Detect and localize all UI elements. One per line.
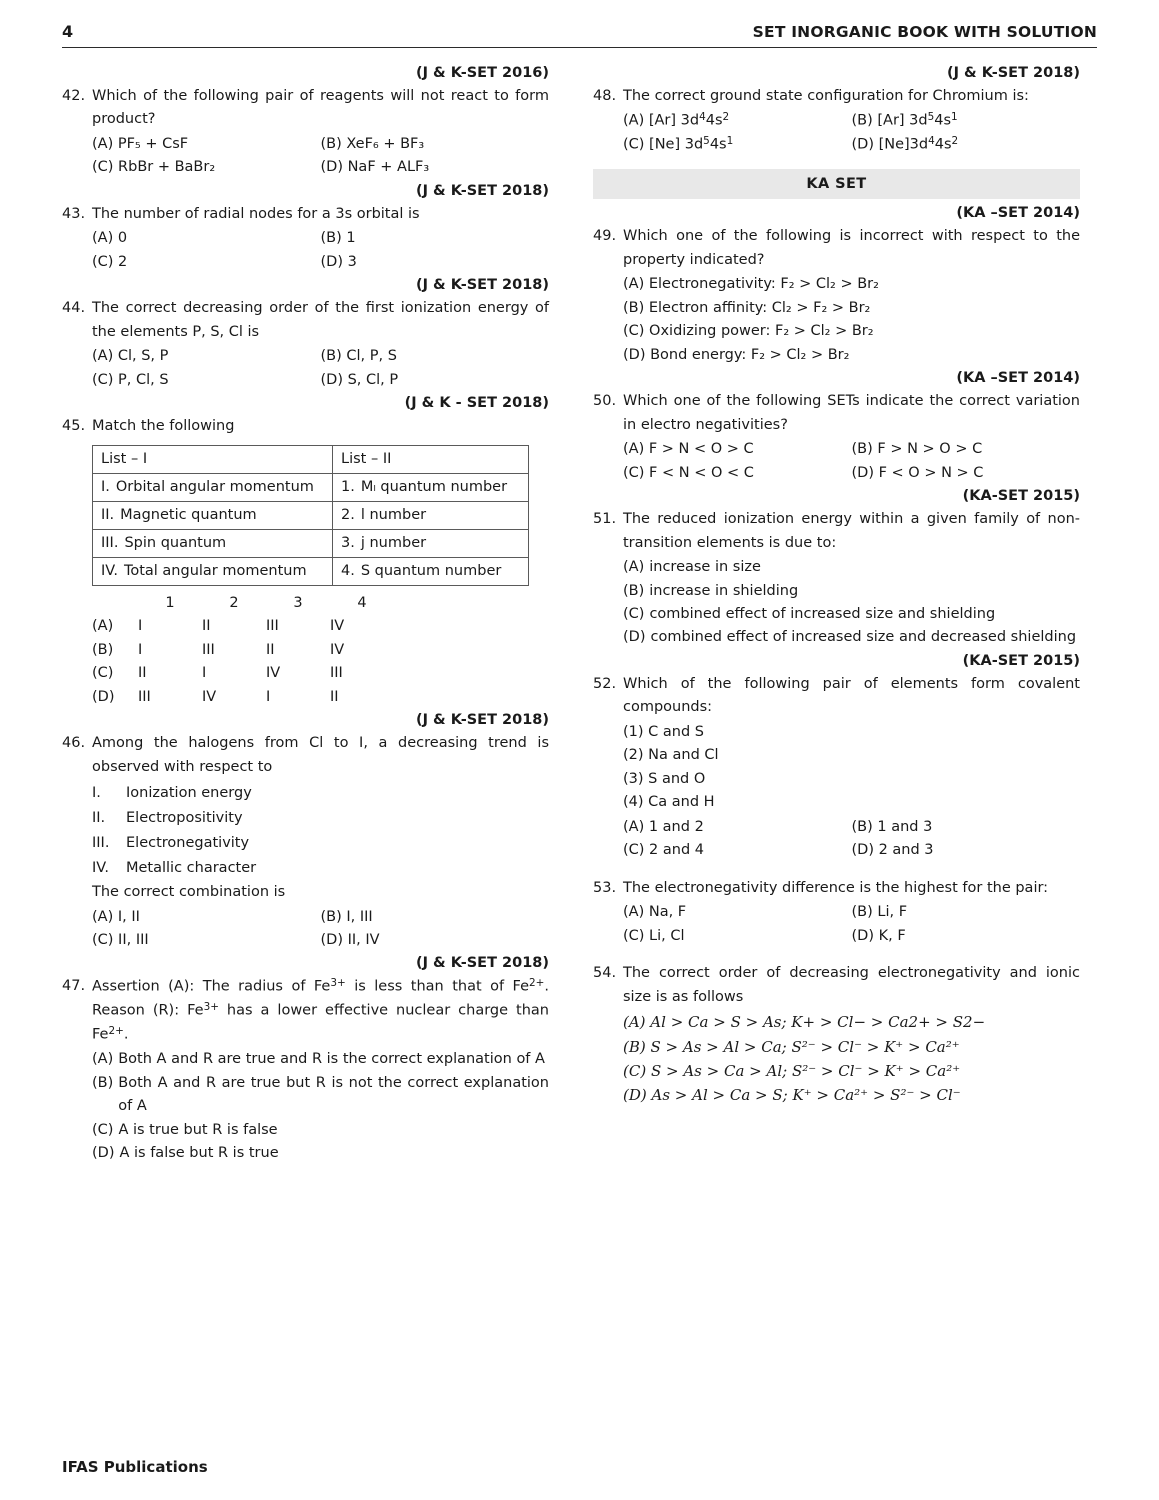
option-text: A is false but R is true — [119, 1145, 279, 1161]
item-2: (2) Na and Cl — [623, 747, 719, 764]
option-d[interactable]: (D) As > Al > Ca > S; K⁺ > Ca²⁺ > S²⁻ > Cl⁻ — [623, 1086, 961, 1105]
option-label: (C) — [92, 1121, 114, 1138]
question-number: 53. — [593, 879, 617, 896]
match-left-cell — [93, 501, 333, 529]
item-key: 4. — [341, 562, 355, 579]
question-49 — [593, 225, 1080, 367]
options — [92, 345, 549, 392]
option-c[interactable]: (C) Li, Cl — [623, 927, 685, 944]
source-tag: (J & K-SET 2018) — [415, 955, 549, 972]
column-header-list-1: List – I — [93, 445, 333, 473]
options — [92, 133, 549, 180]
option-d[interactable]: (D) 2 and 3 — [851, 842, 934, 859]
val-3: IV — [266, 665, 281, 682]
question-number: 44. — [62, 300, 86, 317]
question-45 — [62, 415, 549, 438]
source-tag: (J & K-SET 2018) — [415, 182, 549, 199]
question-number: 48. — [593, 88, 617, 104]
list-item — [92, 856, 549, 881]
item-key: II. — [92, 810, 106, 827]
item-text: j number — [360, 534, 427, 551]
options — [92, 1048, 549, 1165]
options — [92, 906, 549, 953]
option-a[interactable]: (A) 1 and 2 — [623, 818, 704, 835]
question-text: Which one of the following is incorrect with respect to the property indicated? — [623, 228, 1080, 268]
option-label: (B) — [92, 1074, 114, 1091]
option-b[interactable]: (B) XeF₆ + BF₃ — [320, 135, 425, 152]
option-a[interactable]: (A) Al > Ca > S > As; K+ > Cl− > Ca2+ > S2− — [623, 1013, 986, 1032]
question-text: Which of the following pair of reagents will not react to form product? — [92, 88, 549, 128]
question-number: 51. — [593, 511, 617, 528]
option-text: combined effect of increased size and decreased shielding — [650, 629, 1077, 646]
option-a[interactable]: (A) Cl, S, P — [92, 348, 169, 365]
option-b[interactable] — [623, 580, 1080, 603]
option-a[interactable] — [623, 556, 1080, 579]
question-text: Which of the following pair of elements form covalent compounds: — [623, 675, 1080, 716]
match-left-cell — [93, 557, 333, 585]
option-d[interactable]: (D) NaF + ALF₃ — [320, 159, 430, 176]
numbered-items — [623, 721, 1080, 815]
question-number: 42. — [62, 88, 86, 104]
option-a[interactable] — [92, 1048, 549, 1071]
question-42 — [62, 85, 549, 180]
match-right-cell — [333, 501, 529, 529]
item-key: II. — [101, 506, 115, 523]
val-2: II — [202, 618, 211, 635]
item-key: IV. — [92, 860, 109, 877]
option-c[interactable]: (C) P, Cl, S — [92, 371, 169, 388]
val-3: II — [266, 641, 275, 658]
option-b[interactable]: (B) Cl, P, S — [320, 348, 397, 365]
question-text: Match the following — [92, 418, 235, 435]
question-text: The reduced ionization energy within a given family of non-transition elements is due to: — [623, 511, 1080, 551]
option-a[interactable]: (A) I, II — [92, 908, 140, 925]
option-d[interactable]: (D) Bond energy: F₂ > Cl₂ > Br₂ — [623, 346, 850, 363]
match-table — [92, 445, 529, 586]
table-row — [93, 529, 529, 557]
question-text: The correct decreasing order of the first ionization energy of the elements P, S, Cl is — [92, 300, 549, 340]
item-key: III. — [92, 835, 110, 852]
match-left-cell — [93, 473, 333, 501]
source-tag: (KA-SET 2015) — [962, 652, 1080, 669]
question-51 — [593, 508, 1080, 650]
blank-cell — [92, 592, 138, 615]
option-c[interactable] — [92, 1119, 549, 1142]
item-key: 1. — [341, 478, 355, 495]
table-row — [93, 501, 529, 529]
options — [623, 816, 1080, 863]
option-label: (A) — [92, 1051, 114, 1068]
item-text: Magnetic quantum — [120, 506, 257, 523]
question-text: Which one of the following SETs indicate the correct variation in electro negativities? — [623, 393, 1080, 433]
item-3: (3) S and O — [623, 770, 706, 787]
item-1: (1) C and S — [623, 723, 704, 740]
option-d[interactable] — [92, 1142, 549, 1165]
option-a[interactable]: (A) Electronegativity: F₂ > Cl₂ > Br₂ — [623, 276, 879, 293]
options — [623, 273, 1080, 367]
option-a[interactable]: (A) 0 — [92, 230, 128, 247]
list-item — [92, 806, 549, 831]
match-left-cell — [93, 529, 333, 557]
option-d[interactable] — [92, 686, 549, 709]
option-label: (A) — [623, 559, 645, 576]
option-text: A is true but R is false — [118, 1121, 278, 1138]
item-text: Spin quantum — [124, 534, 227, 551]
option-label: (B) — [92, 641, 114, 658]
val-1: I — [138, 618, 143, 635]
match-right-cell — [333, 557, 529, 585]
option-b[interactable]: (B) 1 — [320, 230, 356, 247]
page-number: 4 — [62, 22, 74, 41]
option-c[interactable]: (C) 2 — [92, 253, 128, 270]
question-number: 46. — [62, 735, 86, 752]
option-b[interactable]: (B) F > N > O > C — [851, 441, 983, 458]
item-4: (4) Ca and H — [623, 794, 715, 811]
item-text: Metallic character — [126, 860, 257, 877]
option-label: (D) — [92, 1145, 115, 1161]
question-text: The correct order of decreasing electronegativity and ionic size is as follows — [623, 965, 1080, 1005]
option-label: (D) — [623, 629, 646, 646]
option-b[interactable]: (B) Electron affinity: Cl₂ > F₂ > Br₂ — [623, 299, 871, 316]
source-tag: (J & K - SET 2018) — [404, 395, 549, 412]
source-tag: (KA –SET 2014) — [956, 205, 1080, 222]
option-c[interactable] — [92, 662, 549, 685]
option-b[interactable]: (B) Li, F — [851, 904, 908, 921]
question-number: 45. — [62, 418, 86, 435]
left-column — [62, 62, 549, 1167]
question-text: Among the halogens from Cl to I, a decreasing trend is observed with respect to — [92, 735, 549, 775]
val-4: IV — [330, 618, 345, 635]
item-key: I. — [101, 478, 110, 495]
option-label: (D) — [92, 688, 115, 705]
val-3: I — [266, 688, 271, 705]
source-tag: (J & K-SET 2016) — [415, 65, 549, 81]
val-4: IV — [330, 641, 345, 658]
item-key: IV. — [101, 562, 118, 579]
option-a[interactable]: (A) Na, F — [623, 904, 687, 921]
option-text: Both A and R are true but R is not the correct explanation of A — [118, 1074, 549, 1115]
option-d[interactable]: (D) $[Ne]3d^44s^2$ — [851, 135, 959, 153]
item-text: Orbital angular momentum — [115, 478, 314, 495]
item-text: Total angular momentum — [123, 562, 307, 579]
question-52 — [593, 673, 1080, 863]
question-number: 43. — [62, 205, 86, 222]
table-header-row — [93, 445, 529, 473]
source-tag: (J & K-SET 2018) — [415, 712, 549, 729]
list-item — [92, 781, 549, 806]
section-band-ka-set: KA SET — [593, 169, 1080, 199]
question-48 — [593, 85, 1080, 157]
val-2: I — [202, 665, 207, 682]
option-a[interactable]: (A) [Ar] $3d^44s^2$ — [623, 111, 730, 129]
question-47 — [62, 975, 549, 1165]
column-header-list-2: List – II — [333, 445, 529, 473]
item-text: Mₗ quantum number — [360, 478, 508, 495]
answer-grid-header — [92, 592, 549, 615]
question-number: 49. — [593, 228, 617, 245]
match-answer-grid — [92, 592, 549, 709]
option-b[interactable] — [92, 639, 549, 662]
item-text: Electronegativity — [126, 835, 250, 852]
option-c[interactable]: (C) RbBr + BaBr₂ — [92, 159, 216, 176]
option-c[interactable]: (C) Oxidizing power: F₂ > Cl₂ > Br₂ — [623, 323, 874, 340]
option-text: increase in size — [649, 559, 761, 576]
option-text: increase in shielding — [649, 582, 799, 599]
col-4: 4 — [357, 594, 367, 611]
option-b[interactable]: (B) 1 and 3 — [851, 818, 933, 835]
col-3: 3 — [293, 594, 303, 611]
option-label: (C) — [623, 605, 645, 622]
question-number: 52. — [593, 675, 617, 692]
col-2: 2 — [229, 594, 239, 611]
question-44 — [62, 297, 549, 392]
option-d[interactable]: (D) K, F — [851, 927, 906, 944]
option-d[interactable]: (D) F < O > N > C — [851, 464, 984, 481]
option-a[interactable]: (A) F > N < O > C — [623, 441, 754, 458]
options — [623, 1010, 1080, 1107]
option-b[interactable]: (B) S > As > Al > Ca; S²⁻ > Cl⁻ > K⁺ > Ca²⁺ — [623, 1037, 960, 1056]
table-row — [93, 473, 529, 501]
option-d[interactable] — [623, 626, 1080, 649]
val-4: II — [330, 688, 339, 705]
options — [92, 227, 549, 274]
item-key: I. — [92, 785, 101, 802]
question-54 — [593, 962, 1080, 1107]
val-1: II — [138, 665, 147, 682]
question-text: The electronegativity difference is the highest for the pair: — [623, 879, 1049, 896]
option-b[interactable] — [92, 1072, 549, 1119]
list-item — [92, 831, 549, 856]
two-column-body — [62, 62, 1097, 1167]
option-b[interactable]: (B) I, III — [320, 908, 373, 925]
option-d[interactable]: (D) 3 — [320, 253, 357, 270]
item-key: 2. — [341, 506, 355, 523]
option-c[interactable]: (C) [Ne] $3d^54s^1$ — [623, 135, 734, 153]
question-text: The correct ground state configuration for Chromium is: — [623, 88, 1029, 104]
option-d[interactable]: (D) S, Cl, P — [320, 371, 399, 388]
item-text: Ionization energy — [126, 785, 252, 802]
book-title: SET INORGANIC BOOK WITH SOLUTION — [752, 23, 1097, 41]
table-row — [93, 557, 529, 585]
options — [623, 109, 1080, 157]
val-4: III — [330, 665, 343, 682]
question-number: 54. — [593, 965, 617, 982]
option-label: (A) — [92, 618, 114, 635]
question-text: The number of radial nodes for a 3s orbital is — [92, 205, 420, 222]
footer-publisher: IFAS Publications — [62, 1458, 208, 1476]
option-c[interactable] — [623, 603, 1080, 626]
option-a[interactable] — [92, 615, 549, 638]
options — [623, 556, 1080, 650]
question-lead-in: The correct combination is — [92, 884, 286, 901]
option-b[interactable]: (B) [Ar] $3d^54s^1$ — [851, 111, 958, 129]
question-53 — [593, 877, 1080, 948]
option-a[interactable]: (A) PF₅ + CsF — [92, 135, 189, 152]
right-column — [593, 62, 1080, 1167]
item-key: 3. — [341, 534, 355, 551]
option-label: (C) — [92, 665, 114, 682]
item-text: l number — [360, 506, 427, 523]
val-2: III — [202, 641, 215, 658]
question-50 — [593, 390, 1080, 485]
option-label: (B) — [623, 582, 645, 599]
question-text: Assertion (A): The radius of $Fe^{3+}$ is less than that of $Fe^{2+}$. Reason (R): $Fe^{3+}$ has a lower effective nuclear charge than $Fe^{2+}$. — [92, 977, 550, 1043]
match-right-cell — [333, 473, 529, 501]
options — [623, 901, 1080, 948]
option-c[interactable]: (C) 2 and 4 — [623, 842, 704, 859]
option-text: Both A and R are true and R is the correct explanation of A — [118, 1051, 545, 1068]
source-tag: (J & K-SET 2018) — [946, 65, 1080, 81]
col-1: 1 — [165, 594, 175, 611]
val-1: I — [138, 641, 143, 658]
item-text: Electropositivity — [126, 810, 243, 827]
question-number: 47. — [62, 978, 86, 995]
question-46 — [62, 732, 549, 952]
option-text: combined effect of increased size and shielding — [649, 605, 996, 622]
question-number: 50. — [593, 393, 617, 410]
options — [623, 438, 1080, 485]
source-tag: (KA-SET 2015) — [962, 488, 1080, 505]
option-c[interactable]: (C) S > As > Ca > Al; S²⁻ > Cl⁻ > K⁺ > Ca²⁺ — [623, 1061, 961, 1080]
source-tag: (KA –SET 2014) — [956, 370, 1080, 387]
item-key: III. — [101, 534, 119, 551]
source-tag: (J & K-SET 2018) — [415, 277, 549, 294]
question-43 — [62, 203, 549, 274]
option-c[interactable]: (C) II, III — [92, 932, 149, 948]
page-header — [62, 22, 1097, 48]
roman-list — [92, 781, 549, 881]
option-d[interactable]: (D) II, IV — [320, 932, 380, 948]
option-c[interactable]: (C) F < N < O < C — [623, 464, 754, 481]
match-right-cell — [333, 529, 529, 557]
val-2: IV — [202, 688, 217, 705]
val-1: III — [138, 688, 151, 705]
val-3: III — [266, 618, 279, 635]
item-text: S quantum number — [360, 562, 502, 579]
